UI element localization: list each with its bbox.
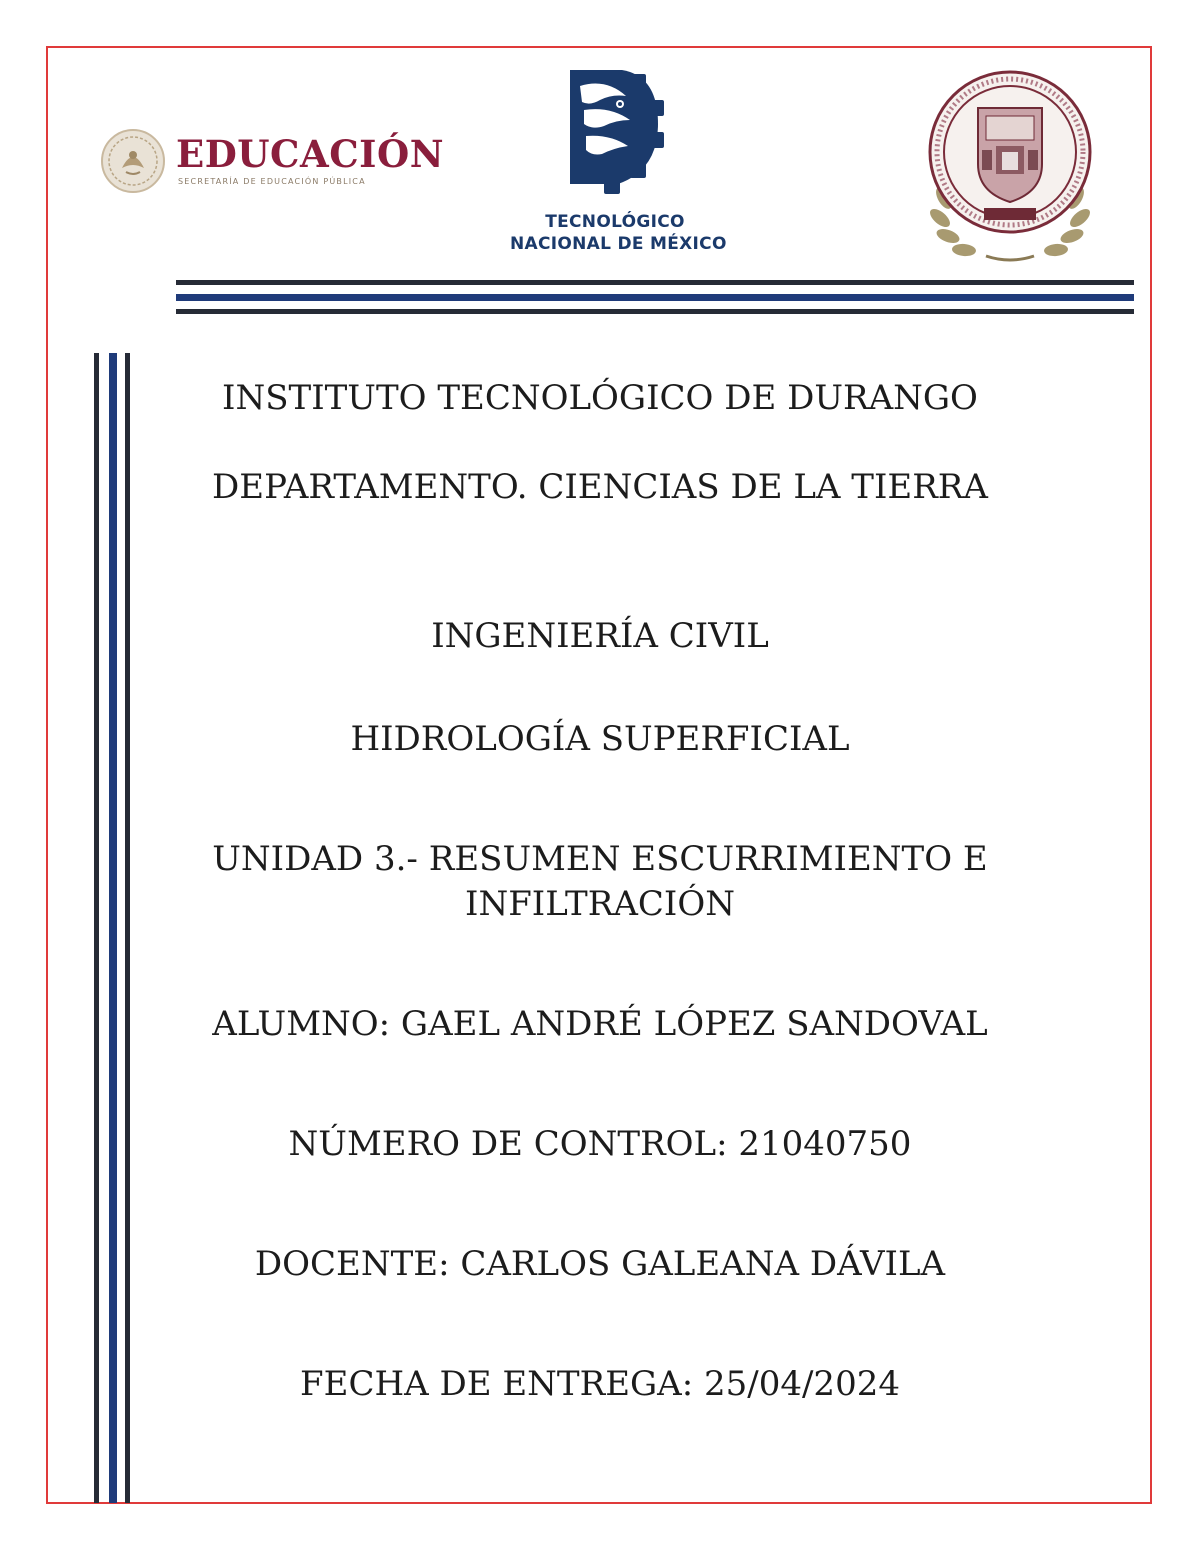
side-stripe-middle: [109, 353, 117, 1503]
tecnm-gear-eagle-icon: [560, 66, 670, 198]
educacion-subtitle: SECRETARÍA DE EDUCACIÓN PÚBLICA: [178, 177, 366, 186]
teacher-name: DOCENTE: CARLOS GALEANA DÁVILA: [254, 1244, 946, 1284]
unit-title-line1: UNIDAD 3.- RESUMEN ESCURRIMIENTO E: [212, 839, 988, 879]
tecnm-line2: NACIONAL DE MÉXICO: [510, 234, 727, 254]
mexico-coat-of-arms-icon: [100, 128, 166, 194]
department-name: DEPARTAMENTO. CIENCIAS DE LA TIERRA: [212, 467, 988, 507]
tecnm-line1: TECNOLÓGICO: [545, 212, 685, 232]
due-date: FECHA DE ENTREGA: 25/04/2024: [300, 1364, 900, 1404]
itd-seal-icon: [926, 68, 1094, 268]
tecnm-logo: [510, 66, 727, 266]
student-name: ALUMNO: GAEL ANDRÉ LÓPEZ SANDOVAL: [212, 1004, 988, 1044]
header-stripe-bottom: [176, 309, 1134, 314]
educacion-logo: [100, 128, 445, 198]
career-name: INGENIERÍA CIVIL: [431, 616, 769, 656]
header-stripe-middle: [176, 294, 1134, 301]
header-stripe-top: [176, 280, 1134, 285]
side-stripe-left: [94, 353, 99, 1503]
control-number: NÚMERO DE CONTROL: 21040750: [288, 1124, 912, 1164]
side-stripe-right: [125, 353, 130, 1503]
subject-name: HIDROLOGÍA SUPERFICIAL: [350, 719, 850, 759]
institute-name: INSTITUTO TECNOLÓGICO DE DURANGO: [222, 378, 978, 418]
unit-title-line2: INFILTRACIÓN: [465, 884, 735, 924]
educacion-title: EDUCACIÓN: [176, 132, 445, 176]
